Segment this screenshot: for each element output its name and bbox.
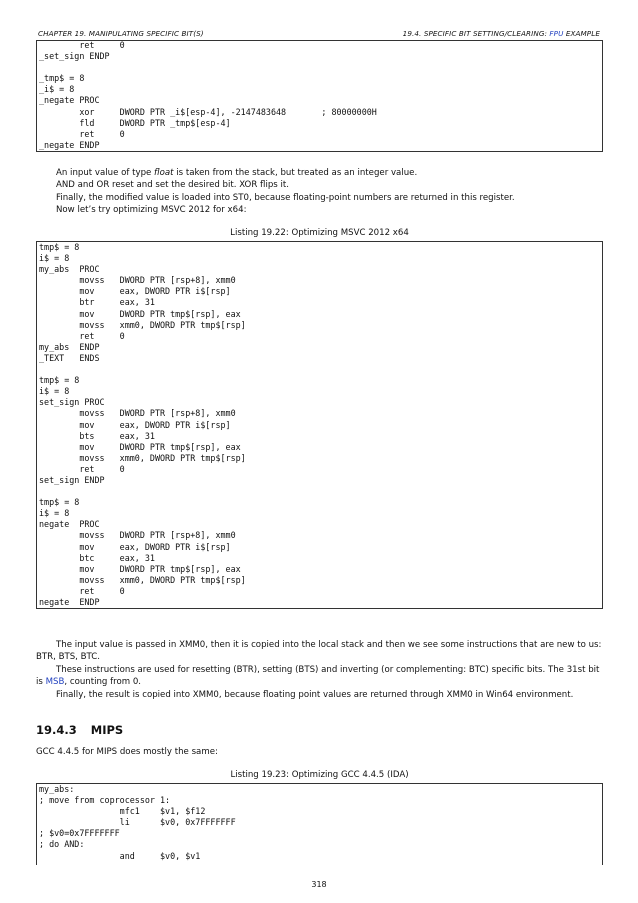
code-line: movss xmm0, DWORD PTR tmp$[rsp] [39,452,246,463]
code-line: i$ = 8 [39,508,70,519]
paragraph-float-explanation [36,167,603,217]
section-heading-mips [36,723,137,737]
code-line: ; do AND: [39,839,85,850]
code-line: my_abs PROC [39,264,100,275]
code-line: movss DWORD PTR [rsp+8], xmm0 [39,408,236,419]
para2-line2-pre: These instructions are used for resetting (BTR), setting (BTS) and inverting (or complementing: BTC) specific bits. The 31st bit is [36,664,600,688]
code-line: _negate ENDP [39,139,100,150]
code-line: _i$ = 8 [39,84,75,95]
code-line [39,364,602,375]
code-line: mov DWORD PTR tmp$[rsp], eax [39,563,241,574]
code-line: xor DWORD PTR _i$[esp-4], -2147483648 ; 80000000H [39,106,377,117]
code-line: btr eax, 31 [39,297,155,308]
code-line: set_sign ENDP [39,474,105,485]
code-line: ret 0 [39,128,125,139]
listing-caption-msvc: Listing 19.22: Optimizing MSVC 2012 x64 [230,228,409,238]
code-line: set_sign PROC [39,397,105,408]
code-block-top [36,40,603,152]
code-line: movss xmm0, DWORD PTR tmp$[rsp] [39,319,246,330]
code-line: i$ = 8 [39,386,70,397]
code-line: movss DWORD PTR [rsp+8], xmm0 [39,530,236,541]
header-fpu-link[interactable]: FPU [549,29,564,38]
code-line: my_abs ENDP [39,341,100,352]
code-line: bts eax, 31 [39,430,155,441]
msb-link[interactable]: MSB [45,677,65,688]
code-line: _tmp$ = 8 [39,73,85,84]
code-line: mov eax, DWORD PTR i$[rsp] [39,419,231,430]
code-line: mfc1 $v1, $f12 [39,806,206,817]
code-block-mips [36,783,603,865]
code-line: tmp$ = 8 [39,375,80,386]
code-line: ret 0 [39,585,125,596]
code-line [39,62,602,73]
code-line: ; $v0=0x7FFFFFFF [39,828,120,839]
page-number: 318 [311,880,327,889]
code-line: mov eax, DWORD PTR i$[rsp] [39,541,231,552]
listing-caption-gcc: Listing 19.23: Optimizing GCC 4.4.5 (IDA) [230,770,409,780]
code-line: ; move from coprocessor 1: [39,795,171,806]
code-line: mov DWORD PTR tmp$[rsp], eax [39,441,241,452]
code-line: btc eax, 31 [39,552,155,563]
code-line: movss DWORD PTR [rsp+8], xmm0 [39,275,236,286]
code-line: and $v0, $v1 [39,850,201,861]
para2-line1: The input value is passed in XMM0, then it is copied into the local stack and then we see some instructions that are new to us: BTR, BTS, BTC. [36,640,602,663]
header-section [403,29,600,38]
code-line: _negate PROC [39,95,100,106]
section-number: 19.4.3 [36,723,77,737]
code-line: negate PROC [39,519,100,530]
code-line: ret 0 [39,40,125,50]
para1-line3: Finally, the modified value is loaded into ST0, because floating-point numbers are returned in this register. [56,192,515,203]
para1-line1-post: is taken from the stack, but treated as an integer value. [173,168,418,178]
code-line: tmp$ = 8 [39,497,80,508]
code-line: mov DWORD PTR tmp$[rsp], eax [39,308,241,319]
code-line: i$ = 8 [39,253,70,264]
code-line: mov eax, DWORD PTR i$[rsp] [39,286,231,297]
code-line: li $v0, 0x7FFFFFFF [39,817,236,828]
para2-line3: Finally, the result is copied into XMM0, because floating point values are returned through XMM0 in Win64 environment. [56,689,574,700]
code-line [39,486,602,497]
paragraph-gcc-mips: GCC 4.4.5 for MIPS does mostly the same: [36,747,218,757]
code-line: movss xmm0, DWORD PTR tmp$[rsp] [39,574,246,585]
code-line: tmp$ = 8 [39,242,80,252]
code-line: my_abs: [39,784,75,794]
paragraph-btr-bts-btc [36,639,603,701]
code-line: _TEXT ENDS [39,352,100,363]
code-line: negate ENDP [39,597,100,607]
section-title: MIPS [90,723,124,737]
header-section-prefix: 19.4. SPECIFIC BIT SETTING/CLEARING: [402,29,550,38]
code-line: fld DWORD PTR _tmp$[esp-4] [39,117,231,128]
para1-line1-pre: An input value of type [56,168,155,178]
para2-line2-post: , counting from 0. [64,677,142,688]
code-line: _set_sign ENDP [39,51,110,62]
para1-line4: Now let’s try optimizing MSVC 2012 for x64: [56,205,247,216]
code-line: ret 0 [39,463,125,474]
code-block-msvc-x64 [36,241,603,609]
code-line: ret 0 [39,330,125,341]
header-chapter: CHAPTER 19. MANIPULATING SPECIFIC BIT(S) [38,29,204,38]
para1-float-term: float [154,168,174,178]
header-section-suffix: EXAMPLE [563,29,600,38]
para1-line2: AND and OR reset and set the desired bit. XOR flips it. [56,180,289,191]
